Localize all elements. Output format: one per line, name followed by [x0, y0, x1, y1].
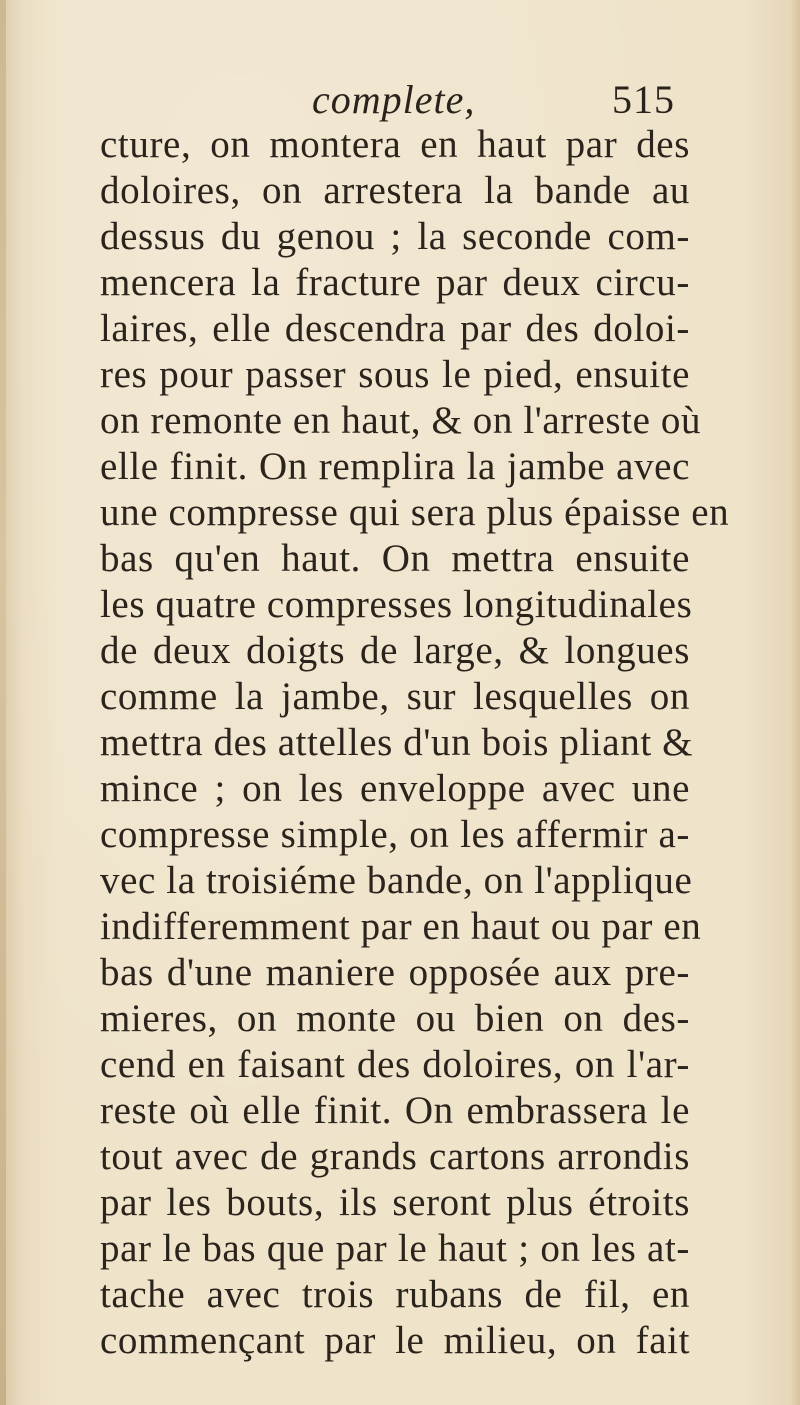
text-line: commençant par le milieu, on fait — [100, 1319, 690, 1362]
text-line: mettra des attelles d'un bois pliant & — [100, 721, 694, 764]
page-header — [0, 70, 800, 130]
running-title: complete, — [312, 77, 476, 122]
text-line: bas d'une maniere opposée aux pre- — [100, 951, 690, 994]
page-number: 515 — [612, 77, 675, 122]
text-line: on remonte en haut, & on l'arreste où — [100, 399, 702, 442]
text-line: compresse simple, on les affermir a- — [100, 813, 690, 856]
page-edge — [0, 0, 6, 1405]
text-line: une compresse qui sera plus épaisse en — [100, 491, 730, 534]
text-line: cend en faisant des doloires, on l'ar- — [100, 1043, 690, 1086]
body-text — [100, 122, 730, 1364]
text-line: par les bouts, ils seront plus étroits — [100, 1181, 690, 1224]
text-line: reste où elle finit. On embrassera le — [100, 1089, 690, 1132]
text-line: indifferemment par en haut ou par en — [100, 905, 702, 948]
text-line: doloires, on arrestera la bande au — [100, 169, 690, 212]
text-line: mieres, on monte ou bien on des- — [100, 997, 690, 1040]
text-line: de deux doigts de large, & longues — [100, 629, 690, 672]
text-line: tache avec trois rubans de fil, en — [100, 1273, 690, 1316]
text-line: tout avec de grands cartons arrondis — [100, 1135, 690, 1178]
text-line: vec la troisiéme bande, on l'applique — [100, 859, 693, 902]
text-line: les quatre compresses longitudinales — [100, 583, 693, 626]
text-line: laires, elle descendra par des doloi- — [100, 307, 690, 350]
text-line: par le bas que par le haut ; on les at- — [100, 1227, 690, 1270]
text-line: bas qu'en haut. On mettra ensuite — [100, 537, 690, 580]
text-line: dessus du genou ; la seconde com- — [100, 215, 690, 258]
text-line: mince ; on les enveloppe avec une — [100, 767, 690, 810]
text-line: res pour passer sous le pied, ensuite — [100, 353, 690, 396]
text-line: cture, on montera en haut par des — [100, 123, 690, 166]
text-line: comme la jambe, sur lesquelles on — [100, 675, 690, 718]
text-line: elle finit. On remplira la jambe avec — [100, 445, 690, 488]
text-line: mencera la fracture par deux circu- — [100, 261, 690, 304]
